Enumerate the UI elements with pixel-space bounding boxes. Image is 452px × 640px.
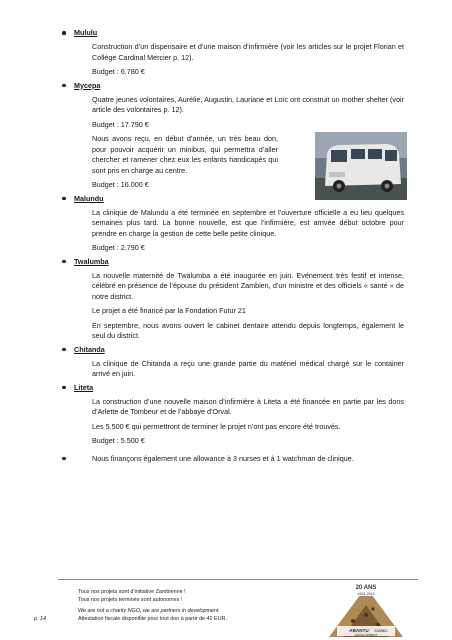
footer-line-4: Attestation fiscale disponible pour tout don à partir de 40 EUR. bbox=[78, 615, 227, 622]
final-bullet-text: Nous finançons également une allowance à 3 nurses et à 1 watchman de clinique. bbox=[92, 453, 354, 463]
abantu-logo bbox=[323, 581, 409, 639]
paragraph: En septembre, nous avons ouvert le cabinet dentaire attendu depuis longtemps, également le seul du district. bbox=[92, 320, 404, 340]
paragraph: Le projet a été financé par la Fondation Futur 21 bbox=[92, 306, 246, 315]
final-bullet bbox=[74, 454, 404, 465]
bullet bbox=[62, 457, 66, 461]
section-title: Twalumba bbox=[74, 256, 109, 266]
section-title: Malundu bbox=[74, 193, 104, 203]
budget: Budget : 2.790 € bbox=[92, 243, 145, 252]
bullet bbox=[62, 84, 66, 88]
bullet bbox=[62, 260, 66, 264]
section-liteta bbox=[74, 383, 404, 447]
paragraph: Quatre jeunes volontaires, Aurélie, Augustin, Lauriane et Loïc ont construit un mother shelter (voir article des volontaires p. 12). bbox=[92, 94, 404, 114]
minibus-paragraph: Nous avons reçu, en début d’année, un très beau don, pour pouvoir acquérir un minibus, qui permettra d’aller chercher et ramener chez eux les enfants handicapés qui sont pris en charge au centre. bbox=[92, 134, 278, 175]
section-mululu bbox=[74, 28, 404, 78]
paragraph: La clinique de Chitanda a reçu une grande partie du matériel médical chargé sur le container arrivé en juin. bbox=[92, 358, 404, 378]
logo-name: ABANTU bbox=[349, 628, 369, 633]
bullet bbox=[62, 348, 66, 352]
paragraph: La nouvelle maternité de Twalumba a été inaugurée en juin. Evénement très festif et intense, célébré en présence de l’épouse du président Zambien, d’un ministre et des officiels « santé » de notre district. bbox=[92, 270, 404, 301]
logo-sub: DEVELOPMENT bbox=[354, 633, 378, 637]
logo-years: 20 ANS bbox=[355, 585, 377, 591]
section-malundu bbox=[74, 194, 404, 254]
section-mycepa bbox=[74, 81, 404, 191]
paragraph: Les 5.500 € qui permettront de terminer le projet n’ont pas encore été trouvés. bbox=[92, 421, 341, 431]
footer-line-3: We are not a charity NGO, we are partners in development. bbox=[78, 608, 220, 615]
budget: Budget : 5.500 € bbox=[92, 436, 145, 445]
bullet bbox=[62, 386, 66, 390]
paragraph: La construction d’une nouvelle maison d’infirmière à Liteta a été financée en partie par les dons d’Arlette de Tombeur et de l’abbaye d’Orval. bbox=[92, 396, 404, 416]
footer-divider bbox=[58, 579, 418, 580]
main-content bbox=[74, 28, 404, 464]
section-title: Chitanda bbox=[74, 344, 105, 354]
bullet bbox=[62, 31, 66, 35]
section-title: Liteta bbox=[74, 382, 94, 392]
section-chitanda bbox=[74, 345, 404, 380]
section-title: Mycepa bbox=[74, 80, 101, 90]
logo-dates: 1994-2014 bbox=[357, 592, 375, 596]
paragraph: La clinique de Malundu a été terminée en septembre et l’ouverture officielle a eu lieu quelques semaines plus tard. La bonne nouvelle, est que l’infirmière, est arrivée début octobre pour prendre en charge la gestion de cette belle petite clinique. bbox=[92, 207, 404, 238]
logo-tag: ZAMBIA bbox=[374, 629, 388, 633]
budget: Budget : 6.780 € bbox=[92, 67, 145, 76]
page-number: p. 14 bbox=[34, 616, 46, 622]
footer-line-1: Tous nos projets sont d’initiative Zambienne ! bbox=[78, 589, 186, 595]
section-title: Mululu bbox=[74, 28, 98, 37]
paragraph: Construction d’un dispensaire et d’une maison d’infirmière (voir les articles sur le projet Florian et Collège Cardinal Mercier p. 12). bbox=[92, 42, 404, 62]
bullet bbox=[62, 197, 66, 201]
footer bbox=[78, 589, 227, 623]
budget: Budget : 16.000 € bbox=[92, 180, 149, 189]
section-twalumba bbox=[74, 257, 404, 342]
footer-line-2: Tous nos projets terminés sont autonomes ! bbox=[78, 596, 183, 603]
budget: Budget : 17.790 € bbox=[92, 119, 149, 129]
minibus-photo bbox=[315, 132, 407, 200]
